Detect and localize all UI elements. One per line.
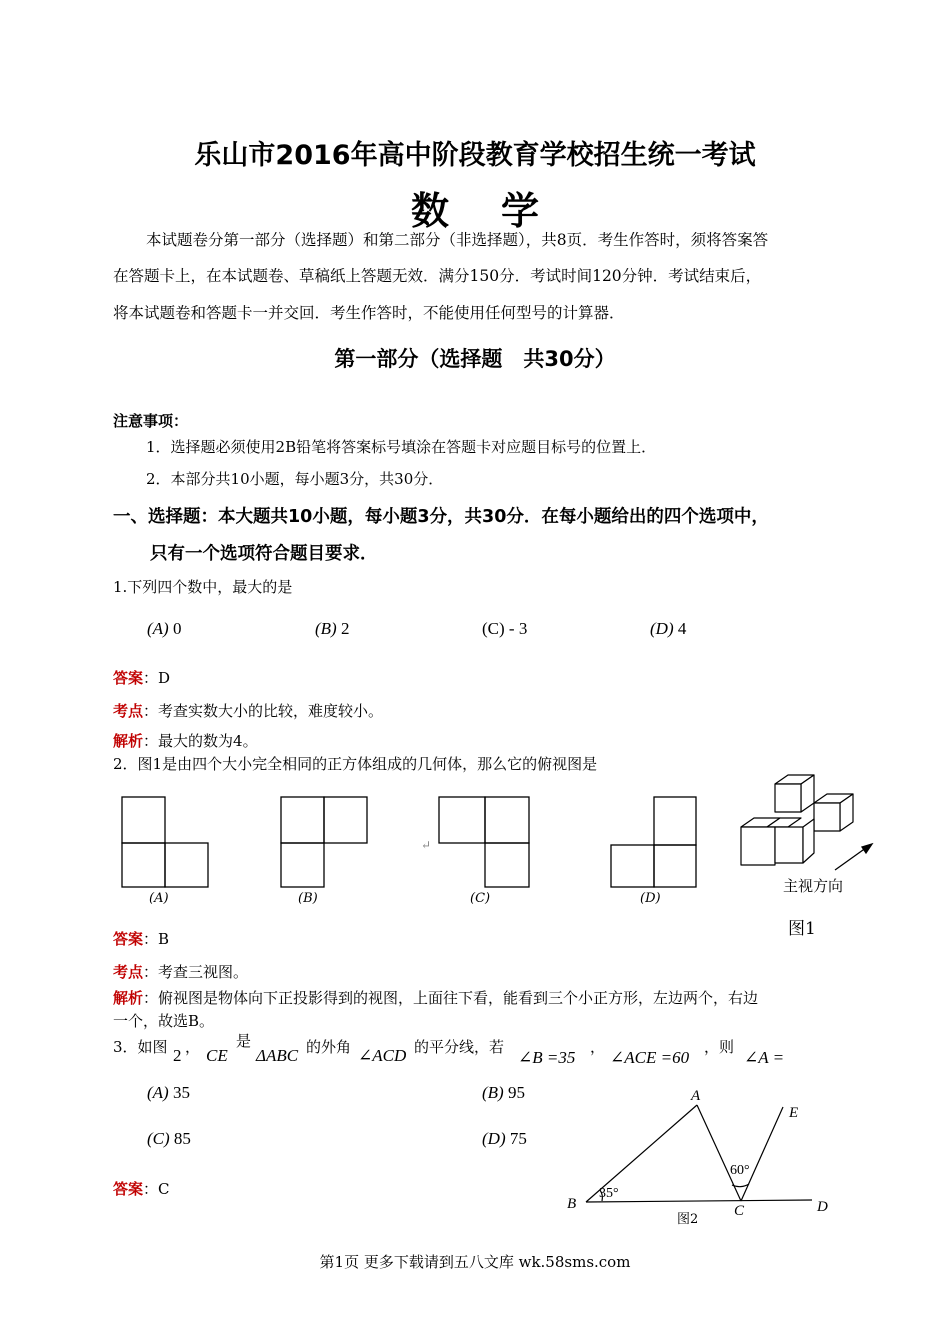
q2-analysis-line-2: 一个，故选B。 xyxy=(113,1012,215,1030)
q1-option-b xyxy=(315,619,349,639)
q1-option-c-value: - 3 xyxy=(508,619,528,638)
q2-option-b-figure xyxy=(274,792,374,892)
q3-option-d-label: (D) xyxy=(482,1129,506,1148)
q3-option-a-label: (A) xyxy=(147,1083,169,1102)
colon: ： xyxy=(143,963,159,981)
q2-stem: 2．图1是由四个大小完全相同的正方体组成的几何体，那么它的俯视图是 xyxy=(113,755,598,773)
q2-figure-1-cubes xyxy=(735,770,880,875)
exam-title: 乐山市2016年高中阶段教育学校招生统一考试 xyxy=(194,140,756,171)
part1-title: 第一部分（选择题 共30分） xyxy=(334,347,616,371)
q3-outer-angle: 的外角 xyxy=(306,1038,352,1056)
q1-analysis-text: 最大的数为4。 xyxy=(158,732,258,750)
colon: ： xyxy=(143,669,159,687)
q1-option-d-label: (D) xyxy=(650,619,674,638)
q1-option-a xyxy=(147,619,181,639)
q2-point xyxy=(113,961,248,982)
q2-analysis-line-1 xyxy=(113,987,758,1008)
answer-label: 答案 xyxy=(113,930,144,948)
q1-option-b-value: 2 xyxy=(340,619,350,638)
q3-answer xyxy=(113,1178,170,1199)
q2-fig-label: 图1 xyxy=(788,919,816,939)
q2-option-a-label: (A) xyxy=(149,891,169,906)
fig2-angle-c: 60° xyxy=(730,1163,750,1178)
q1-option-d xyxy=(650,619,686,639)
q2-answer-value: B xyxy=(158,930,170,948)
q3-option-b xyxy=(482,1083,525,1103)
analysis-label: 解析 xyxy=(113,732,144,750)
q3-angle-acd: ∠ACD xyxy=(358,1046,407,1065)
q2-option-a-figure xyxy=(115,792,215,892)
q3-option-b-value: 95 xyxy=(507,1083,525,1102)
q1-option-c xyxy=(482,619,527,639)
q1-point-text: 考查实数大小的比较，难度较小。 xyxy=(158,702,384,720)
answer-label: 答案 xyxy=(113,669,144,687)
q3-fig-num: 2 xyxy=(173,1046,182,1065)
colon: ： xyxy=(143,989,159,1007)
q1-analysis xyxy=(113,730,258,751)
q3-angle-b: ∠B =35 xyxy=(518,1048,576,1067)
note-item-2: 2．本部分共10小题，每小题3分，共30分． xyxy=(146,470,444,488)
q1-stem: 1.下列四个数中，最大的是 xyxy=(113,578,293,596)
q3-then: ，则 xyxy=(704,1038,735,1056)
fig2-angle-b: 35° xyxy=(599,1186,619,1201)
colon: ： xyxy=(143,702,159,720)
answer-label: 答案 xyxy=(113,1180,144,1198)
q1-point xyxy=(113,700,383,721)
intro-line-3: 将本试题卷和答题卡一并交回．考生作答时，不能使用任何型号的计算器． xyxy=(113,304,625,322)
q3-comma-2: ， xyxy=(590,1038,606,1056)
intro-line-2: 在答题卡上，在本试题卷、草稿纸上答题无效．满分150分．考试时间120分钟．考试结束后， xyxy=(113,267,762,285)
section1-line-2: 只有一个选项符合题目要求． xyxy=(150,544,378,564)
intro-line-1: 本试题卷分第一部分（选择题）和第二部分（非选择题），共8页．考生作答时，须将答案答 xyxy=(146,231,769,249)
q3-stem-prefix: 3．如图 xyxy=(113,1038,168,1056)
q3-option-d-value: 75 xyxy=(509,1129,527,1148)
q2-option-d-label: (D) xyxy=(640,891,661,906)
q3-bisector: 的平分线，若 xyxy=(414,1038,505,1056)
q3-option-a xyxy=(147,1083,190,1103)
q3-option-b-label: (B) xyxy=(482,1083,504,1102)
colon: ： xyxy=(143,930,159,948)
point-label: 考点 xyxy=(113,702,144,720)
analysis-label: 解析 xyxy=(113,989,144,1007)
q2-option-b-label: (B) xyxy=(298,891,318,906)
page-footer: 第1页 更多下载请到五八文库 wk.58sms.com xyxy=(319,1253,631,1271)
q3-triangle: ΔABC xyxy=(256,1046,299,1065)
fig2-point-e: E xyxy=(789,1105,799,1121)
q3-comma-1: ， xyxy=(185,1038,201,1056)
return-mark: ↵ xyxy=(421,838,432,852)
fig2-point-c: C xyxy=(734,1203,745,1219)
colon: ： xyxy=(143,1180,159,1198)
q1-option-a-label: (A) xyxy=(147,619,169,638)
q1-answer xyxy=(113,667,170,688)
subject-title: 数学 xyxy=(410,189,591,233)
notes-heading: 注意事项： xyxy=(113,412,189,430)
q3-angle-ace: ∠ACE =60 xyxy=(610,1048,690,1067)
q2-option-d-figure xyxy=(604,792,704,892)
section1-line-1: 一、选择题：本大题共10小题，每小题3分，共30分．在每小题给出的四个选项中， xyxy=(113,507,769,527)
q2-option-c-label: (C) xyxy=(470,891,491,906)
q3-angle-a: ∠A = xyxy=(744,1048,785,1067)
point-label: 考点 xyxy=(113,963,144,981)
q2-answer xyxy=(113,928,169,949)
colon: ： xyxy=(143,732,159,750)
note-item-1: 1．选择题必须使用2B铅笔将答案标号填涂在答题卡对应题目标号的位置上． xyxy=(146,438,657,456)
q3-option-d xyxy=(482,1129,527,1149)
fig2-point-b: B xyxy=(567,1196,577,1212)
q2-fig-direction: 主视方向 xyxy=(783,877,844,895)
q1-option-a-value: 0 xyxy=(172,619,182,638)
q3-option-c-label: (C) xyxy=(147,1129,170,1148)
q2-point-text: 考查三视图。 xyxy=(158,963,249,981)
fig2-caption: 图2 xyxy=(677,1212,699,1227)
q3-option-c xyxy=(147,1129,191,1149)
q2-option-c-figure xyxy=(432,792,532,892)
q3-answer-value: C xyxy=(158,1180,170,1198)
q2-analysis-text-1: 俯视图是物体向下正投影得到的视图，上面往下看，能看到三个小正方形，左边两个，右边 xyxy=(158,989,759,1007)
q1-answer-value: D xyxy=(158,669,171,687)
q3-ce: CE xyxy=(206,1046,228,1065)
q3-option-c-value: 85 xyxy=(173,1129,191,1148)
q1-option-b-label: (B) xyxy=(315,619,337,638)
fig2-point-a: A xyxy=(691,1088,701,1104)
q1-option-c-label: (C) xyxy=(482,619,505,638)
q3-option-a-value: 35 xyxy=(172,1083,190,1102)
q1-option-d-value: 4 xyxy=(677,619,687,638)
fig2-point-d: D xyxy=(817,1199,828,1215)
q3-is: 是 xyxy=(236,1032,252,1050)
